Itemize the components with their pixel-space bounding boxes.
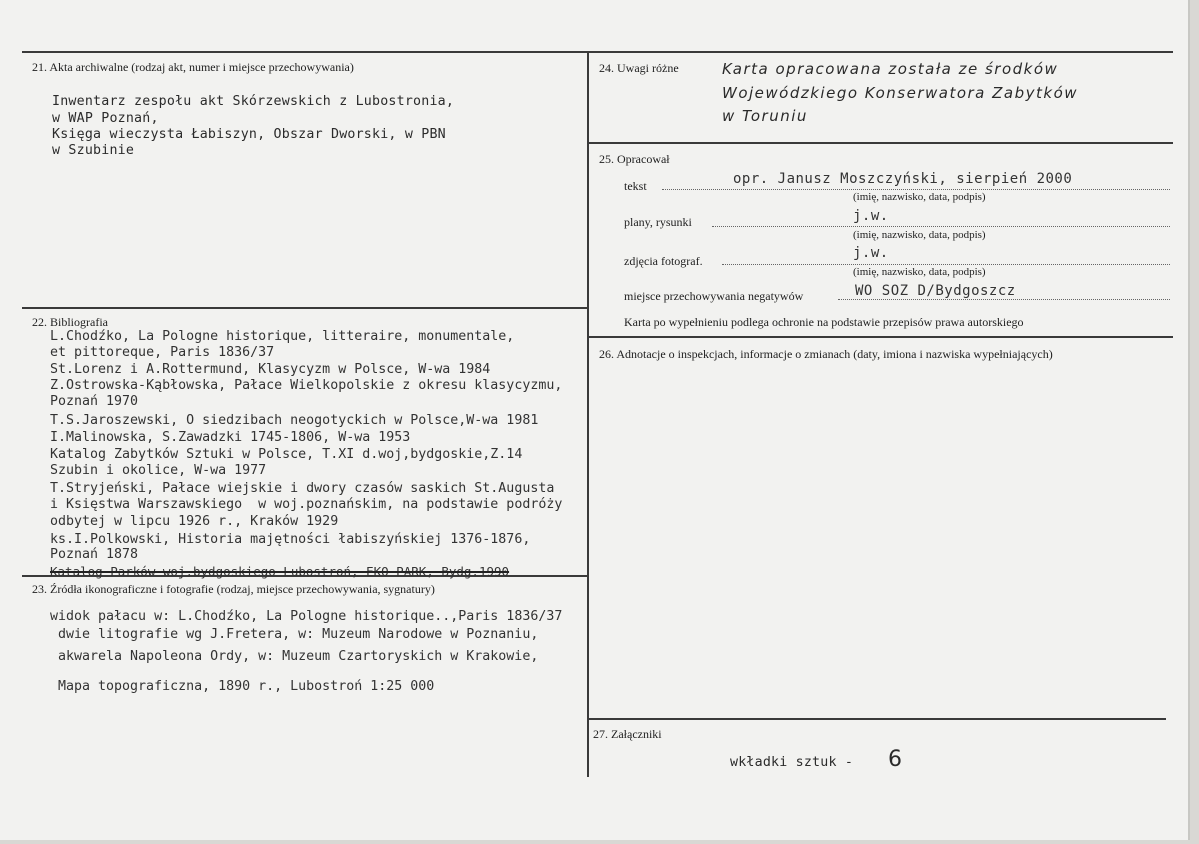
negatywy-value: WO SOZ D/Bydgoszcz: [855, 283, 1016, 299]
s24-handwritten-1: Karta opracowana została ze środków: [722, 60, 1059, 78]
tekst-hint: (imię, nazwisko, data, podpis): [853, 191, 986, 203]
s22-line-15: Katalog Parków woj.bydgoskiego Lubostroń, EKO-PARK, Bydg.1990: [50, 564, 510, 579]
s22-line-11: i Księstwa Warszawskiego w woj.poznańskim, na podstawie podróży: [50, 497, 563, 512]
divider-24-25: [589, 142, 1173, 144]
top-rule-right: [589, 51, 1173, 53]
top-rule-left: [22, 51, 589, 53]
s22-line-1: L.Chodźko, La Pologne historique, litteraire, monumentale,: [50, 329, 515, 344]
plany-hint: (imię, nazwisko, data, podpis): [853, 229, 986, 241]
s21-label: 21. Akta archiwalne (rodzaj akt, numer i miejsce przechowywania): [32, 60, 354, 74]
s22-line-8: Katalog Zabytków Sztuki w Polsce, T.XI d.woj,bydgoskie,Z.14: [50, 447, 523, 462]
divider-21-22: [22, 307, 588, 309]
s21-line-3: Księga wieczysta Łabiszyn, Obszar Dworski, w PBN: [52, 127, 446, 142]
s24-handwritten-2: Wojewódzkiego Konserwatora Zabytków: [722, 84, 1079, 102]
s23-line-1: widok pałacu w: L.Chodźko, La Pologne historique..,Paris 1836/37: [50, 609, 563, 624]
s22-line-10: T.Stryjeński, Pałace wiejskie i dwory czasów saskich St.Augusta: [50, 481, 555, 496]
zdjecia-value: j.w.: [853, 245, 889, 261]
s23-line-3: akwarela Napoleona Ordy, w: Muzeum Czartoryskich w Krakowie,: [58, 649, 539, 664]
tekst-label: tekst: [624, 179, 647, 193]
s25-label: 25. Opracował: [599, 152, 670, 166]
zdjecia-hint: (imię, nazwisko, data, podpis): [853, 266, 986, 278]
s22-line-9: Szubin i okolice, W-wa 1977: [50, 463, 267, 478]
s27-label: 27. Załączniki: [593, 727, 662, 741]
s21-line-2: w WAP Poznań,: [52, 111, 159, 126]
zdjecia-dotted-line: [722, 264, 1170, 265]
s22-line-7: I.Malinowska, S.Zawadzki 1745-1806, W-wa 1953: [50, 430, 411, 445]
plany-value: j.w.: [853, 208, 889, 224]
tekst-dotted-line: [662, 189, 1170, 190]
s23-label: 23. Źródła ikonograficzne i fotografie (rodzaj, miejsce przechowywania, sygnatury): [32, 582, 435, 596]
s22-label: 22. Bibliografia: [32, 315, 108, 329]
s23-line-4: Mapa topograficzna, 1890 r., Lubostroń 1:25 000: [58, 679, 435, 694]
s27-typed: wkładki sztuk -: [730, 755, 854, 770]
s26-label: 26. Adnotacje o inspekcjach, informacje o zmianach (daty, imiona i nazwiska wypełniających): [599, 347, 1053, 361]
divider-26-27: [589, 718, 1166, 720]
s24-handwritten-3: w Toruniu: [722, 107, 808, 125]
plany-label: plany, rysunki: [624, 215, 692, 229]
divider-25-26: [589, 336, 1173, 338]
zdjecia-label: zdjęcia fotograf.: [624, 254, 703, 268]
s21-line-1: Inwentarz zespołu akt Skórzewskich z Lubostronia,: [52, 94, 455, 109]
s24-label: 24. Uwagi różne: [599, 61, 679, 75]
s22-line-13: ks.I.Polkowski, Historia majętności łabiszyńskiej 1376-1876,: [50, 532, 531, 547]
center-divider: [587, 51, 589, 777]
s27-count: 6: [888, 747, 902, 772]
s23-line-2: dwie litografie wg J.Fretera, w: Muzeum Narodowe w Poznaniu,: [58, 627, 539, 642]
s22-line-3: St.Lorenz i A.Rottermund, Klasycyzm w Polsce, W-wa 1984: [50, 362, 491, 377]
s22-line-4: Z.Ostrowska-Kąbłowska, Pałace Wielkopolskie z okresu klasycyzmu,: [50, 378, 563, 393]
negatywy-dotted-line: [838, 299, 1170, 300]
s22-line-2: et pittoreque, Paris 1836/37: [50, 345, 275, 360]
s22-line-12: odbytej w lipcu 1926 r., Kraków 1929: [50, 514, 339, 529]
s21-line-4: w Szubinie: [52, 143, 135, 158]
s22-line-5: Poznań 1970: [50, 394, 139, 409]
s22-line-6: T.S.Jaroszewski, O siedzibach neogotyckich w Polsce,W-wa 1981: [50, 413, 539, 428]
copyright-note: Karta po wypełnieniu podlega ochronie na podstawie przepisów prawa autorskiego: [624, 315, 1024, 329]
plany-dotted-line: [712, 226, 1170, 227]
negatywy-label: miejsce przechowywania negatywów: [624, 289, 804, 303]
tekst-value: opr. Janusz Moszczyński, sierpień 2000: [733, 171, 1073, 187]
s22-line-14: Poznań 1878: [50, 547, 139, 562]
